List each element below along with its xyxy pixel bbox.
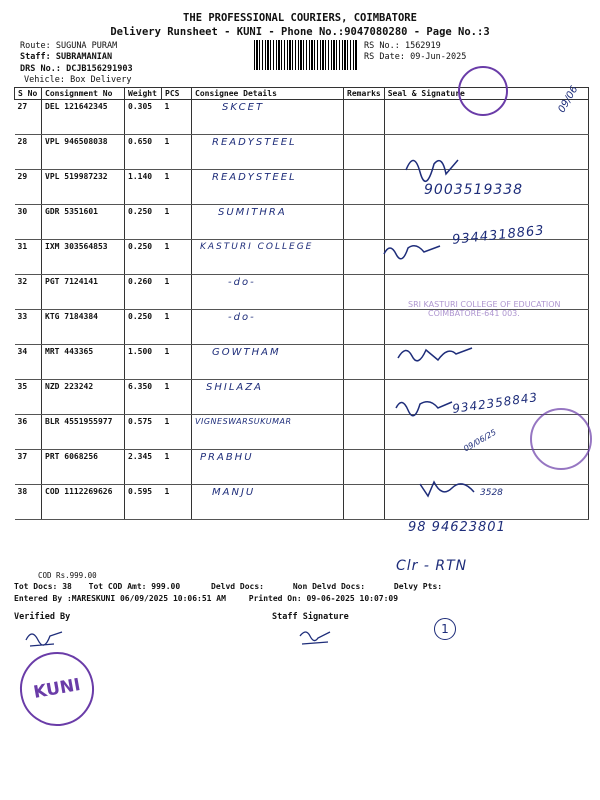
vehicle-line: Vehicle: Box Delivery — [24, 75, 132, 85]
handwritten-phone: 9003519338 — [424, 182, 524, 198]
route-line: Route: SUGUNA PURAM — [20, 41, 118, 51]
col-signature: Seal & Signature — [384, 88, 588, 100]
signature-scribble — [402, 150, 462, 186]
table-row: 32 PGT 7124141 0.260 1 -do- — [15, 275, 589, 310]
table-row: 38 COD 1112269626 0.595 1 MANJU — [15, 485, 589, 520]
table-row: 36 BLR 4551955977 0.575 1 VIGNESWARSUKUMAR — [15, 415, 589, 450]
verified-by-label: Verified By — [14, 612, 71, 622]
verifier-signature — [24, 626, 64, 652]
barcode — [254, 40, 358, 70]
signature-scribble — [396, 340, 476, 364]
handwritten-phone: 9342358843 — [451, 390, 539, 416]
col-consignment: Consignment No — [42, 88, 125, 100]
staff-signature-label: Staff Signature — [272, 612, 349, 622]
handwritten-note: Clr - RTN — [396, 558, 468, 574]
col-remarks: Remarks — [344, 88, 385, 100]
table-row: 37 PRT 6068256 2.345 1 PRABHU — [15, 450, 589, 485]
table-row: 30 GDR 5351601 0.250 1 SUMITHRA — [15, 205, 589, 240]
handwritten-phone: 9344318863 — [451, 223, 546, 248]
rs-date-value: 09-Jun-2025 — [410, 52, 467, 62]
signature-scribble — [382, 240, 442, 260]
signature-scribble — [418, 476, 478, 502]
circled-number: 1 — [434, 618, 456, 640]
rs-date-line: RS Date: 09-Jun-2025 — [364, 52, 467, 62]
company-seal — [530, 408, 592, 470]
rs-no-value: 1562919 — [404, 41, 441, 51]
entered-by: Entered By :MARESKUNI 06/09/2025 10:06:51 AM — [14, 594, 226, 603]
drs-line: DRS No.: DCJB156291903 — [20, 64, 133, 74]
handwritten-date: 09/06 — [556, 84, 581, 115]
drs-value: DCJB156291903 — [66, 64, 133, 74]
company-title: THE PROFESSIONAL COURIERS, COIMBATORE — [183, 12, 417, 24]
kuni-stamp: KUNI — [14, 646, 100, 732]
table-row: 29 VPL 519987232 1.140 1 READYSTEEL — [15, 170, 589, 205]
company-seal — [458, 66, 508, 116]
table-row: 27 DEL 121642345 0.305 1 SKCET — [15, 100, 589, 135]
col-sno: S No — [15, 88, 42, 100]
route-value: SUGUNA PURAM — [55, 41, 118, 51]
staff-value: SUBRAMANIAN — [55, 52, 113, 62]
table-row: 34 MRT 443365 1.500 1 GOWTHAM — [15, 345, 589, 380]
college-stamp: SRI KASTURI COLLEGE OF EDUCATION COIMBATORE-641 003. — [408, 300, 561, 318]
rs-no-line: RS No.: 1562919 — [364, 41, 441, 51]
vehicle-value: Box Delivery — [70, 75, 132, 85]
total-cod: 999.00 — [151, 582, 181, 591]
signature-scribble — [394, 394, 454, 418]
total-docs: 38 — [62, 582, 72, 591]
handwritten-date: 09/06/25 — [462, 427, 498, 454]
table-row: 31 IXM 303564853 0.250 1 KASTURI COLLEGE — [15, 240, 589, 275]
entry-info-line — [14, 594, 589, 603]
handwritten-phone: 98 94623801 — [408, 520, 506, 535]
cod-amount-note: COD Rs.999.00 — [38, 571, 97, 580]
table-row: 28 VPL 946508038 0.650 1 READYSTEEL — [15, 135, 589, 170]
printed-on: Printed On: 09-06-2025 10:07:09 — [248, 594, 399, 603]
staff-signature — [296, 626, 336, 650]
summary-line: Tot Docs: 38 Tot COD Amt: 999.00 Delvd Docs: Non Delvd Docs: Delvy Pts: — [14, 582, 443, 591]
col-pcs: PCS — [162, 88, 192, 100]
staff-line: Staff: SUBRAMANIAN — [20, 52, 113, 62]
col-weight: Weight — [125, 88, 162, 100]
table-row: 35 NZD 223242 6.350 1 SHILAZA — [15, 380, 589, 415]
handwritten-note: 3528 — [480, 488, 503, 498]
table-row: 33 KTG 7184384 0.250 1 -do- — [15, 310, 589, 345]
col-consignee: Consignee Details — [192, 88, 344, 100]
runsheet-subtitle: Delivery Runsheet - KUNI - Phone No.:9047080280 - Page No.:3 — [110, 26, 490, 38]
